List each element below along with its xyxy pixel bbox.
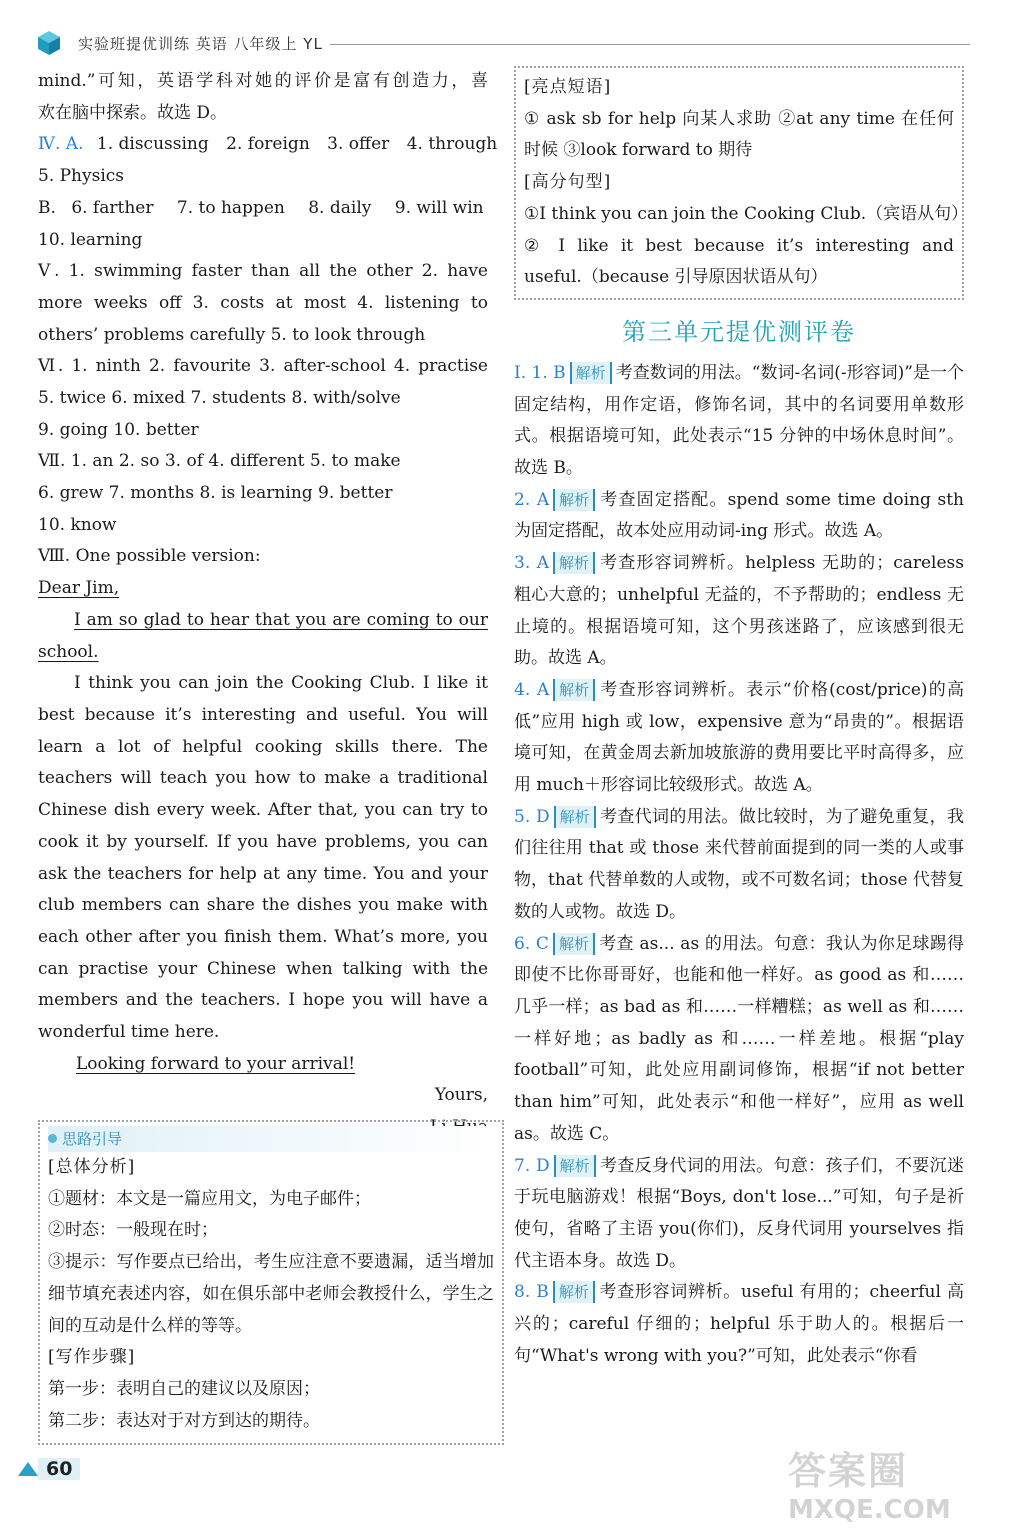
bullet-dot-icon (48, 1134, 57, 1143)
exercise-4-row: B. 6. farther 7. to happen 8. daily 9. will win (38, 197, 484, 218)
book-title: 实验班提优训练 英语 八年级上 YL (78, 35, 323, 53)
exercise-5-row: more weeks off 3. costs at most 4. listening to (38, 292, 488, 313)
analysis-tag: 解析 (553, 933, 595, 955)
section-title: 第三单元提优测评卷 (622, 317, 856, 346)
answer-item: 3. A 解析 考查形容词辨析。helpless 无助的；careless 粗心大意的；unhelpful 无益的，不予帮助的；endless 无止境的。根据语境可知，这个男孩迷路了，应该感到很无助。故选 A。 (514, 553, 964, 669)
answer-item: 5. D 解析 考查代词的用法。做比较时，为了避免重复，我们往往用 that 或 those 来代替前面提到的同一类的人或事物，that 代替单数的人或物，或不可数名词；those 代替复数的人或物。故选 D。 (514, 806, 964, 922)
answer-item: 6. C 解析 考查 as... as 的用法。句意：我认为你足球踢得即使不比你哥哥好，也能和他一样好。as good as 和……几乎一样；as bad as 和……一样糟糕；as well as 和……一样好地；as badly as 和……一样差地。根据“play football”可知，此处应用副词修饰，根据“if not better than him”可知，此处表示“和他一样好”，应用 as well as。故选 C。 (514, 933, 964, 1144)
exercise-7-row: 6. grew 7. months 8. is learning 9. better (38, 483, 393, 504)
exercise-8-intro: Ⅷ. One possible version: (38, 546, 261, 567)
text-line: 欢在脑中探索。故选 D。 (38, 102, 228, 123)
analysis-tag: 解析 (554, 1155, 596, 1177)
letter-closing: Looking forward to your arrival! (76, 1053, 356, 1074)
cube-logo-icon (36, 30, 62, 56)
phrases-label: [亮点短语] (524, 77, 612, 97)
sentence-item: ①I think you can join the Cooking Club.（宾语从句） (524, 203, 969, 224)
guide-item: ①题材：本文是一篇应用文，为电子邮件； (48, 1188, 371, 1209)
answer-item: 7. D 解析 考查反身代词的用法。句意：孩子们，不要沉迷于玩电脑游戏！根据“Boys, don't lose...”可知，句子是祈使句，省略了主语 you(你们)，反身代词用 yourselves 指代主语本身。故选 D。 (514, 1155, 964, 1271)
letter-body: I think you can join the Cooking Club. I like it best because it’s interesting and useful. You will learn a lot of helpful cooking skills there. The teachers will teach you how to make a traditional Chinese dish every week. After that, you can try to cook it by yourself. If you have problems, you can ask the teachers for help at any time. You and your club members can share the dishes you make with each other after you finish them. What’s more, you can practise your Chinese when talking with the members and the teachers. I hope you will have a wonderful time here. (38, 673, 488, 1043)
letter-signoff: Yours, (434, 1085, 488, 1106)
answer-item: 8. B 解析 考查形容词辨析。useful 有用的；cheerful 高兴的；careful 仔细的；helpful 乐于助人的。根据后一句“What's wrong with you?”可知，此处表示“你看 (514, 1282, 964, 1366)
analysis-tag: 解析 (553, 489, 595, 511)
exercise-6-row: 5. twice 6. mixed 7. students 8. with/solve (38, 387, 401, 408)
highlights-box (514, 66, 969, 300)
header-rule (330, 44, 970, 45)
answer-item: Ⅰ. 1. B 解析 考查数词的用法。“数词-名词(-形容词)”是一个固定结构，用作定语，修饰名词，其中的名词要用单数形式。根据语境可知，此处表示“15 分钟的中场休息时间”。故选 B。 (514, 362, 965, 479)
analysis-tag: 解析 (553, 552, 595, 574)
page-header (30, 28, 970, 58)
exercise-6-row: 9. going 10. better (38, 419, 199, 440)
answer-item: 4. A 解析 考查形容词辨析。表示“价格(cost/price)的高低”应用 high 或 low，expensive 意为“昂贵的”。根据语境可知，在黄金周去新加坡旅游的费用要比平时高得多，应用 much＋形容词比较级形式。故选 A。 (514, 679, 964, 796)
phrases-text: ① ask sb for help 向某人求助 ②at any time 在任何时候 ③look forward to 期待 (524, 108, 954, 161)
exercise-4-row: 10. learning (38, 229, 143, 250)
left-column (38, 66, 498, 1144)
sentences-label: [高分句型] (524, 172, 612, 193)
overall-analysis-label: [总体分析] (48, 1157, 136, 1177)
exercise-5-row: Ⅴ. 1. swimming faster than all the other 2. have (38, 261, 488, 282)
guide-step: 第一步：表明自己的建议以及原因； (48, 1378, 320, 1399)
letter-greeting: Dear Jim, (38, 578, 120, 599)
answer-item: 2. A 解析 考查固定搭配。spend some time doing sth 为固定搭配，故本处应用动词-ing 形式。故选 A。 (514, 489, 964, 542)
analysis-tag: 解析 (570, 362, 612, 384)
exercise-4-row: 5. Physics (38, 166, 125, 187)
letter-opening: I am so glad to hear that you are coming to our school. (38, 609, 488, 662)
guide-step: 第二步：表达对于对方到达的期待。 (48, 1410, 320, 1431)
writing-steps-label: [写作步骤] (48, 1347, 136, 1368)
analysis-tag: 解析 (553, 679, 595, 701)
watermark: 答案圈 MXQE.COM (788, 1449, 951, 1525)
writing-guide-box (38, 1120, 504, 1445)
exercise-7-row: Ⅶ. 1. an 2. so 3. of 4. different 5. to make (38, 451, 401, 472)
sentence-item: ② I like it best because it’s interesting and useful.（because 引导原因状语从句） (524, 235, 954, 288)
text-line: mind.”可知，英语学科对她的评价是富有创造力，喜 (38, 71, 488, 91)
exercise-7-row: 10. know (38, 514, 117, 535)
exercise-4-row: Ⅳ. A. 1. discussing 2. foreign 3. offer 4. through (38, 134, 498, 155)
exercise-6-row: Ⅵ. 1. ninth 2. favourite 3. after-school 4. practise (38, 356, 488, 377)
guide-heading: 思路引导 (48, 1126, 494, 1152)
exercise-5-row: others’ problems carefully 5. to look through (38, 324, 426, 345)
right-column (514, 66, 969, 1372)
page-number: 60 (18, 1458, 76, 1486)
guide-item: ②时态：一般现在时； (48, 1220, 218, 1241)
analysis-tag: 解析 (553, 1281, 595, 1303)
guide-item: ③提示：写作要点已给出，考生应注意不要遗漏，适当增加细节填充表述内容，如在俱乐部中老师会教授什么，学生之间的互动是什么样的等等。 (48, 1252, 494, 1336)
analysis-tag: 解析 (554, 806, 596, 828)
up-arrow-icon (18, 1462, 38, 1476)
